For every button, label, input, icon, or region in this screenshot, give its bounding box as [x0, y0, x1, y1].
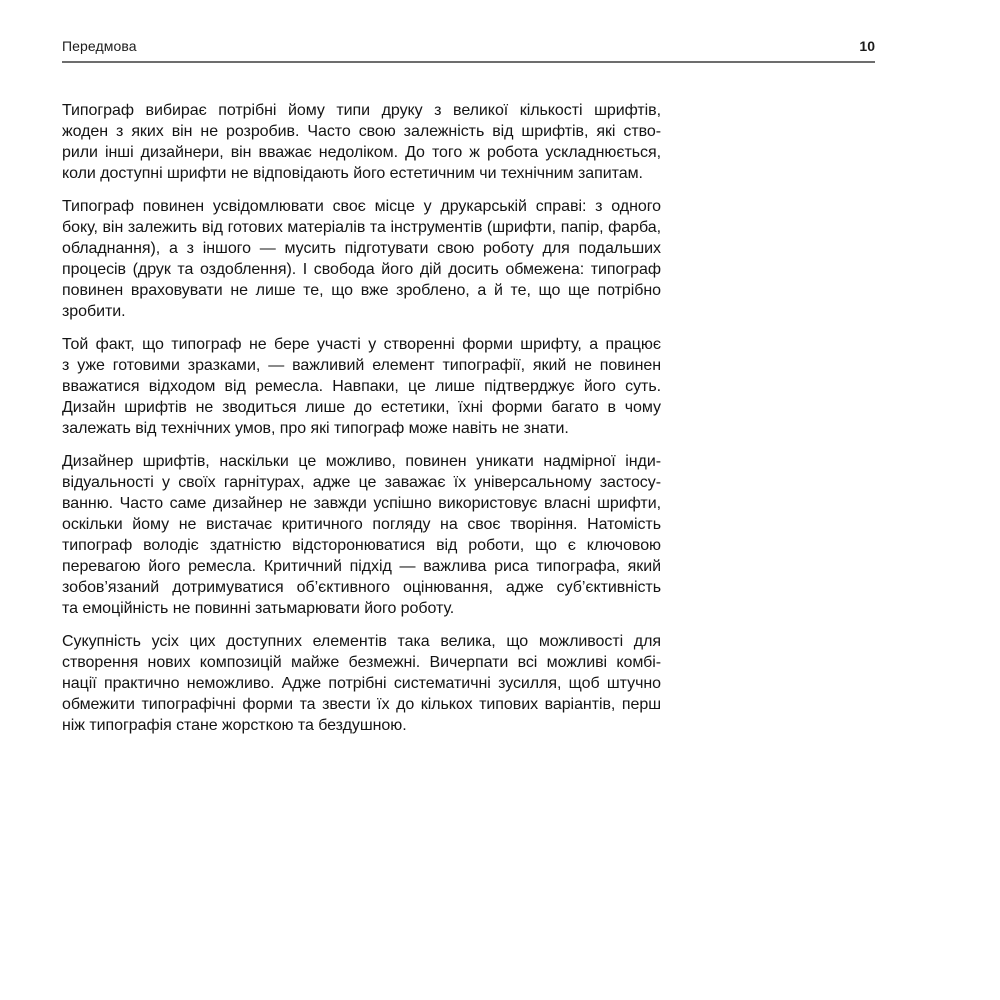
paragraph-line: залежать від технічних умов, про які типограф може навіть не знати. [62, 420, 569, 437]
section-title: Передмова [62, 38, 137, 54]
paragraph-line: рили інші дизайнери, він вважає недоліком. До того ж робота ускладнюється, [62, 144, 661, 161]
paragraph-line: Сукупність усіх цих доступних елементів така велика, що можливості для [62, 633, 661, 650]
paragraph-line: типограф володіє здатністю відсторонюватися від роботи, що є ключовою [62, 537, 661, 554]
paragraph-line: Дизайн шрифтів не зводиться лише до естетики, їхні форми багато в чому [62, 399, 661, 416]
paragraph-line: коли доступні шрифти не відповідають його естетичним чи технічним запитам. [62, 165, 643, 182]
paragraph-line: ванню. Часто саме дизайнер не завжди успішно використовує власні шрифти, [62, 495, 661, 512]
paragraph-line: та емоційність не повинні затьмарювати його роботу. [62, 600, 455, 617]
paragraph-line: перевагою його ремесла. Критичний підхід — важлива риса типографа, який [62, 558, 661, 575]
paragraph-line: нації практично неможливо. Адже потрібні систематичні зусилля, щоб штучно [62, 675, 661, 692]
page-content [62, 100, 661, 748]
paragraph-line: повинен враховувати не лише те, що вже зроблено, а й те, що ще потрібно [62, 282, 661, 299]
paragraph-line: створення нових композицій майже безмежні. Вичерпати всі можливі комбі- [62, 654, 661, 671]
paragraph-line: Типограф вибирає потрібні йому типи друку з великої кількості шрифтів, [62, 102, 661, 119]
paragraph-line: Дизайнер шрифтів, наскільки це можливо, повинен уникати надмірної інди- [62, 453, 661, 470]
paragraph-line: Той факт, що типограф не бере участі у створенні форми шрифту, а працює [62, 336, 661, 353]
paragraph-line: відуальності у своїх гарнітурах, адже це заважає їх універсальному застосу- [62, 474, 661, 491]
paragraph [62, 196, 661, 322]
running-header [62, 39, 875, 54]
paragraph-line: процесів (друк та оздоблення). І свобода його дій досить обмежена: типограф [62, 261, 661, 278]
paragraph-line: вважатися відходом від ремесла. Навпаки, це лише підтверджує його суть. [62, 378, 661, 395]
paragraph [62, 334, 661, 439]
paragraph-line: оскільки йому не вистачає критичного погляду на своє творіння. Натомість [62, 516, 661, 533]
paragraph-line: жоден з яких він не розробив. Часто свою залежність від шрифтів, які ство- [62, 123, 661, 140]
paragraph-line: Типограф повинен усвідомлювати своє місце у друкарській справі: з одного [62, 198, 661, 215]
page-number: 10 [859, 38, 875, 54]
paragraph-line: боку, він залежить від готових матеріалів та інструментів (шрифти, папір, фарба, [62, 219, 661, 236]
paragraph-line: ніж типографія стане жорсткою та бездушною. [62, 717, 407, 734]
paragraph-line: зробити. [62, 303, 126, 320]
paragraph-line: обладнання), а з іншого — мусить підготувати свою роботу для подальших [62, 240, 661, 257]
paragraph [62, 100, 661, 184]
header-rule [62, 61, 875, 63]
paragraph [62, 451, 661, 619]
paragraph-line: обмежити типографічні форми та звести їх до кількох типових варіантів, перш [62, 696, 661, 713]
paragraph-line: зобов’язаний дотримуватися об’єктивного оцінювання, адже суб’єктивність [62, 579, 661, 596]
paragraph-line: з уже готовими зразками, — важливий елемент типографії, який не повинен [62, 357, 661, 374]
paragraph [62, 631, 661, 736]
